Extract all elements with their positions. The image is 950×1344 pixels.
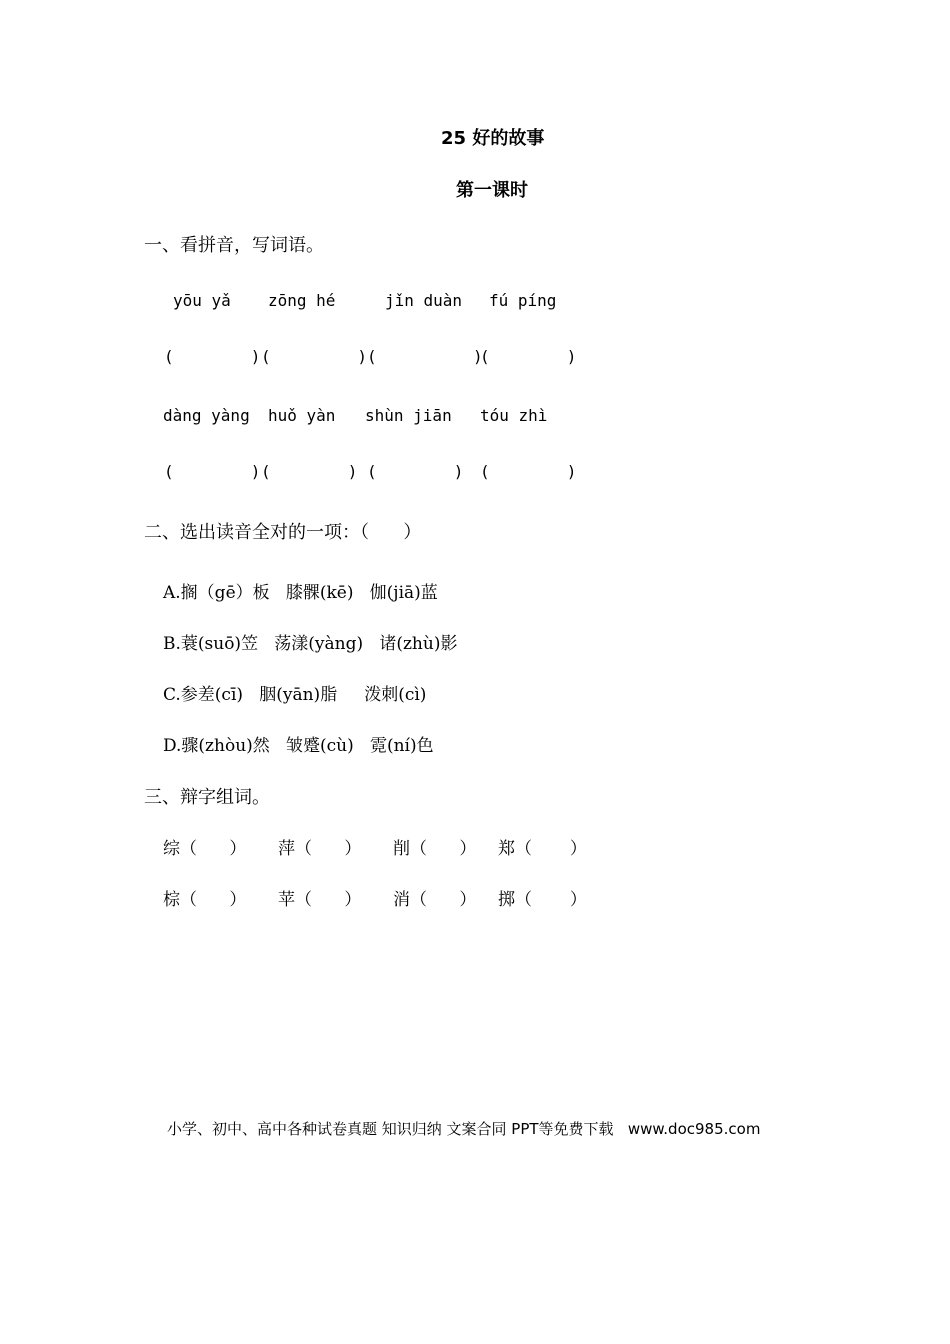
word-group-item: 棕（ ）: [163, 890, 247, 910]
section1-heading: 一、看拼音，写词语。: [144, 235, 324, 256]
pinyin-item: tóu zhì: [480, 406, 548, 425]
answer-blank: ( ): [480, 462, 577, 481]
option-d: D.骤(zhòu)然 皱蹙(cù) 霓(ní)色: [163, 736, 434, 756]
section3-heading: 三、辩字组词。: [144, 787, 270, 808]
pinyin-item: shùn jiān: [365, 406, 452, 425]
page-title: 25 好的故事: [441, 128, 545, 149]
section2-heading: 二、选出读音全对的一项：（ ）: [144, 522, 422, 543]
pinyin-item: zōng hé: [268, 291, 336, 310]
option-a: A.搁（gē）板 膝髁(kē) 伽(jiā)蓝: [163, 583, 438, 603]
answer-blank: ( ): [164, 347, 261, 366]
word-group-item: 郑（ ）: [498, 839, 587, 859]
word-group-item: 削（ ）: [393, 839, 477, 859]
answer-blank: ( ): [164, 462, 261, 481]
pinyin-item: huǒ yàn: [268, 406, 336, 425]
page-subtitle: 第一课时: [456, 180, 528, 201]
answer-blank: ( ): [480, 347, 577, 366]
word-group-item: 综（ ）: [163, 839, 247, 859]
answer-blank: ( ): [367, 462, 464, 481]
word-group-item: 苹（ ）: [278, 890, 362, 910]
option-c: C.参差(cī) 胭(yān)脂 泼刺(cì): [163, 685, 427, 705]
word-group-item: 掷（ ）: [498, 890, 587, 910]
pinyin-item: fú píng: [489, 291, 557, 310]
answer-blank: ( ): [261, 462, 358, 481]
pinyin-item: dàng yàng: [163, 406, 250, 425]
option-b: B.蓑(suō)笠 荡漾(yàng) 诸(zhù)影: [163, 634, 458, 654]
answer-blank: ( ): [367, 347, 483, 366]
footer-text: 小学、初中、高中各种试卷真题 知识归纳 文案合同 PPT等免费下载 www.doc985.com: [167, 1120, 761, 1138]
pinyin-item: yōu yǎ: [173, 291, 231, 310]
answer-blank: ( ): [261, 347, 367, 366]
word-group-item: 萍（ ）: [278, 839, 362, 859]
word-group-item: 消（ ）: [393, 890, 477, 910]
pinyin-item: jǐn duàn: [385, 291, 463, 310]
